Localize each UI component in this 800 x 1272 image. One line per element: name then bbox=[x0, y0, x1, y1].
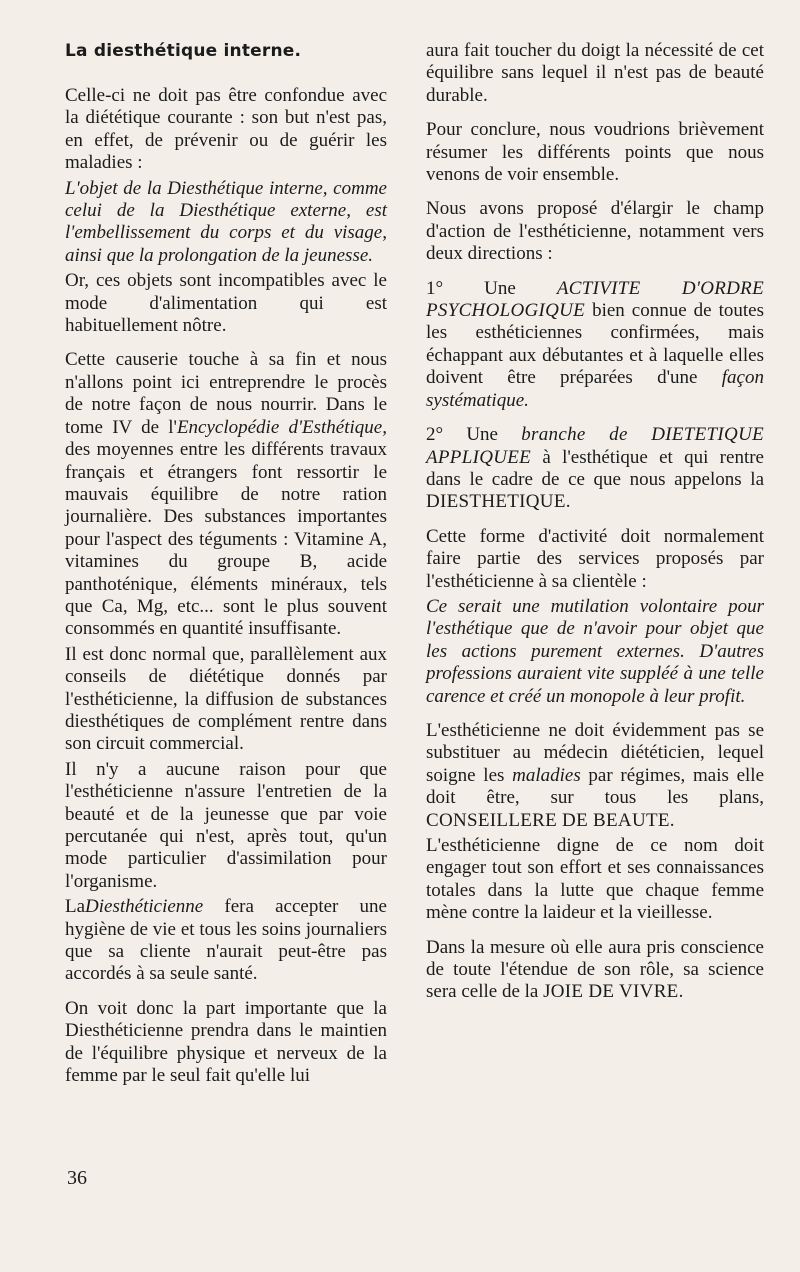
paragraph bbox=[426, 720, 764, 832]
paragraph: L'esthéticienne digne de ce nom doit engager tout son effort et ses connaissances totales dans la lutte que chaque femme mène contre la laideur et la vieillesse. bbox=[426, 835, 764, 924]
italic-paragraph bbox=[65, 178, 387, 268]
paragraph: Cette forme d'activité doit normalement faire partie des services proposés par l'esthéticienne à sa clientèle : bbox=[426, 525, 764, 592]
paragraph: Celle-ci ne doit pas être confondue avec la diététique courante : son but n'est pas, en effet, de prévenir ou de guérir les maladies : bbox=[65, 85, 387, 174]
text-run: 2° Une bbox=[426, 424, 522, 446]
text-run: bien connue de toutes les esthéticiennes confirmées, mais échappant aux débutantes et à laquelle elles doivent être préparées d'une bbox=[426, 300, 764, 389]
text-run: par régimes, mais elle doit être, sur tous les plans, bbox=[426, 764, 765, 809]
right-column bbox=[426, 40, 764, 1016]
paragraph bbox=[426, 278, 764, 412]
paragraph: Il est donc normal que, parallèlement aux conseils de diététique donnés par l'esthéticienne, la diffusion de substances diesthétiques de complément rentre dans son circuit commercial. bbox=[65, 643, 387, 755]
section-heading: La diesthétique interne. bbox=[65, 41, 302, 61]
text-run: Dans la mesure où elle aura pris conscience de toute l'étendue de son rôle, sa science sera celle de la bbox=[426, 936, 764, 1003]
text-run: CONSEILLERE DE BEAUTE. bbox=[426, 809, 675, 831]
text-run: 1° Une bbox=[426, 277, 557, 299]
italic-text: façon systématique. bbox=[426, 367, 764, 411]
italic-text: L'objet de la Diesthétique interne, comme celui de la Diesthétique externe, est l'embellissement du corps et du visage, ainsi que la prolongation de la jeunesse. bbox=[65, 177, 387, 266]
paragraph: On voit donc la part importante que la Diesthéticienne prendra dans le maintien de l'équilibre physique et nerveux de la femme par le seul fait qu'elle lui bbox=[65, 997, 387, 1087]
text-run: fera accepter une hygiène de vie et tous les soins journaliers que sa cliente n'aurait peut-être pas accordés à sa seule santé. bbox=[65, 896, 387, 985]
paragraph bbox=[65, 896, 387, 986]
page-number: 36 bbox=[67, 1167, 87, 1189]
paragraph: aura fait toucher du doigt la nécessité de cet équilibre sans lequel il n'est pas de beauté durable. bbox=[426, 40, 764, 106]
paragraph: Or, ces objets sont incompatibles avec le mode d'alimentation qui est habituellement nôtre. bbox=[65, 270, 387, 337]
paragraph: Nous avons proposé d'élargir le champ d'action de l'esthéticienne, notamment vers deux directions : bbox=[426, 198, 764, 265]
italic-text: branche de DIETETIQUE APPLIQUEE bbox=[426, 424, 764, 468]
text-run: DIESTHETIQUE. bbox=[426, 491, 571, 513]
text-run: La bbox=[65, 896, 86, 918]
text-run: à l'esthétique et qui rentre dans le cadre de ce que nous appelons la bbox=[426, 446, 764, 490]
italic-text: ACTIVITE D'ORDRE PSYCHOLOGIQUE bbox=[426, 277, 764, 322]
left-column bbox=[65, 40, 387, 1099]
paragraph bbox=[426, 424, 764, 514]
paragraph bbox=[65, 349, 387, 640]
italic-text: Diesthéticienne bbox=[85, 896, 204, 918]
paragraph: Pour conclure, nous voudrions brièvement résumer les différents points que nous venons de voir ensemble. bbox=[426, 119, 764, 186]
italic-text: Ce serait une mutilation volontaire pour l'esthétique que de n'avoir pour objet que les actions purement externes. D'autres professions auraient vite suppléé à une telle carence et créé un monopole à leur profit. bbox=[426, 595, 764, 707]
text-run: Cette causerie touche à sa fin et nous n'allons point ici entreprendre le procès de notre façon de nous nourrir. Dans le tome IV de l' bbox=[65, 349, 387, 438]
italic-paragraph bbox=[426, 596, 764, 708]
text-run: des moyennes entre les différents travaux français et étrangers font ressortir le mauvais équilibre de notre ration journalière. Des substances importantes pour l'aspect des téguments : Vitamine A, vitamines du groupe B, acide panthoténique, éléments minéraux, tels que Ca, Mg, etc... sont le plus souvent consommés en quantité insuffisante. bbox=[65, 439, 387, 640]
text-run: JOIE DE VIVRE. bbox=[543, 981, 684, 1003]
italic-text: Encyclopédie d'Esthétique, bbox=[176, 416, 387, 438]
text-run: L'esthéticienne ne doit évidemment pas se substituer au médecin diététicien, lequel soigne les bbox=[426, 719, 764, 786]
paragraph bbox=[426, 937, 764, 1004]
italic-text: maladies bbox=[512, 764, 581, 786]
paragraph: Il n'y a aucune raison pour que l'esthéticienne n'assure l'entretien de la beauté et de la jeunesse que par voie percutanée qui n'est, après tout, qu'un mode particulier d'assimilation pour l'organisme. bbox=[65, 758, 387, 892]
